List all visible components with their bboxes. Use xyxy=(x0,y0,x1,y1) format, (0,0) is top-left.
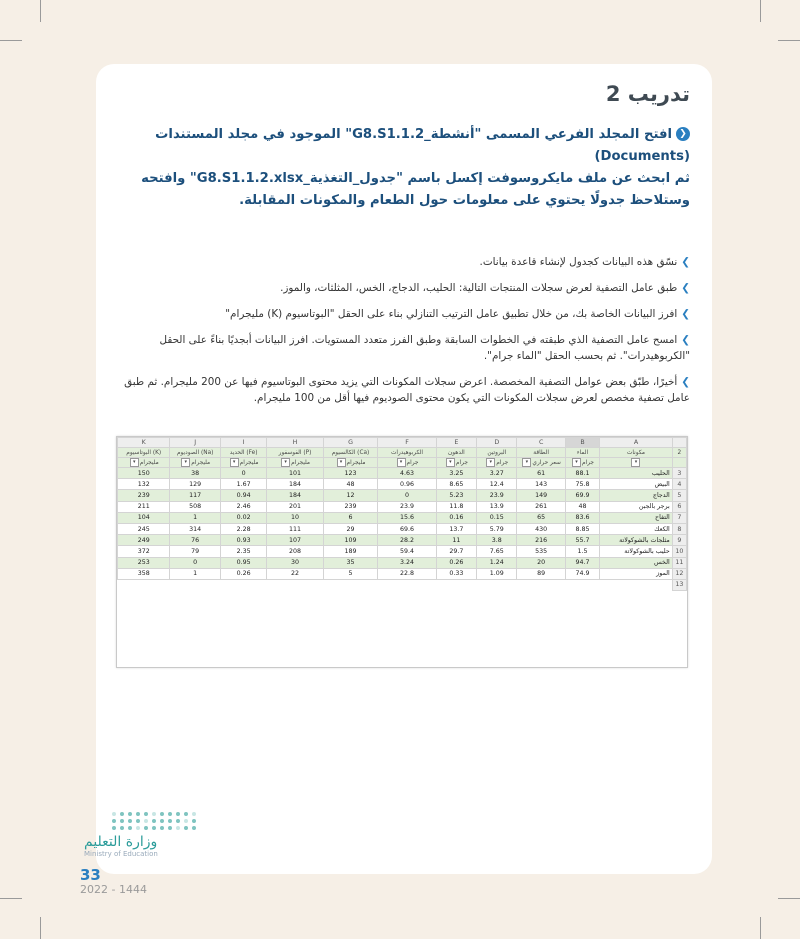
row-number[interactable]: 4 xyxy=(672,479,686,490)
table-cell[interactable]: 1.5 xyxy=(565,546,599,557)
crop-mark xyxy=(760,0,761,22)
empty-cell[interactable] xyxy=(170,579,220,590)
table-cell[interactable]: 20 xyxy=(517,557,565,568)
table-cell[interactable]: 0.94 xyxy=(220,490,266,501)
table-cell[interactable]: 48 xyxy=(323,479,377,490)
ministry-logo xyxy=(84,812,204,858)
unit-cell[interactable] xyxy=(517,458,565,468)
table-cell[interactable]: 245 xyxy=(118,523,170,534)
column-letter[interactable]: I xyxy=(220,438,266,448)
edition-year: 2022 - 1444 xyxy=(80,883,147,896)
table-cell[interactable]: 83.6 xyxy=(565,512,599,523)
field-header-cell[interactable]: البروتين xyxy=(477,448,517,458)
ingredient-name-cell[interactable]: الخس xyxy=(600,557,673,568)
unit-cell[interactable] xyxy=(565,458,599,468)
field-header-cell[interactable]: مكونات xyxy=(600,448,673,458)
table-cell[interactable]: 1 xyxy=(170,568,220,579)
table-cell[interactable]: 239 xyxy=(118,490,170,501)
column-letter[interactable]: C xyxy=(517,438,565,448)
row-number[interactable] xyxy=(672,458,686,468)
column-letter[interactable]: J xyxy=(170,438,220,448)
table-cell[interactable]: 5.79 xyxy=(477,523,517,534)
arrow-bullet-icon: ❯ xyxy=(681,334,690,346)
unit-cell[interactable] xyxy=(118,458,170,468)
field-header-cell[interactable]: الكالسيوم (Ca) xyxy=(323,448,377,458)
column-letter[interactable]: E xyxy=(436,438,476,448)
table-cell[interactable]: 8.85 xyxy=(565,523,599,534)
table-cell[interactable]: 59.4 xyxy=(378,546,437,557)
crop-mark xyxy=(0,898,22,899)
filter-dropdown-icon[interactable]: ▾ xyxy=(337,458,346,467)
logo-dots-icon xyxy=(112,812,204,830)
field-header-cell[interactable]: الكربوهيدرات xyxy=(378,448,437,458)
column-letter[interactable]: K xyxy=(118,438,170,448)
task-instructions xyxy=(116,124,690,212)
table-cell[interactable]: 201 xyxy=(267,501,323,512)
table-cell[interactable]: 3.8 xyxy=(477,535,517,546)
table-cell[interactable]: 12.4 xyxy=(477,479,517,490)
table-cell[interactable]: 2.35 xyxy=(220,546,266,557)
step-item: ❯امسح عامل التصفية الذي طبقته في الخطوات السابقة وطبق الفرز متعدد المستويات. افرز البيانات أبجديًا بناءً على الحقل "الكربوهيدرات". ثم بحسب الحقل "الماء جرام". xyxy=(159,334,690,362)
unit-label: جرام xyxy=(582,460,594,466)
table-cell[interactable]: 1.24 xyxy=(477,557,517,568)
table-cell[interactable]: 23.9 xyxy=(378,501,437,512)
unit-label: مليجرام xyxy=(291,460,310,466)
filter-dropdown-icon[interactable]: ▾ xyxy=(281,458,290,467)
empty-cell[interactable] xyxy=(517,579,565,590)
table-cell[interactable]: 261 xyxy=(517,501,565,512)
table-cell[interactable]: 132 xyxy=(118,479,170,490)
table-cell[interactable]: 208 xyxy=(267,546,323,557)
row-number[interactable]: 5 xyxy=(672,490,686,501)
page-card xyxy=(84,64,712,874)
table-cell[interactable]: 1.09 xyxy=(477,568,517,579)
table-cell[interactable]: 211 xyxy=(118,501,170,512)
field-header-cell[interactable]: الطاقة xyxy=(517,448,565,458)
table-cell[interactable]: 23.9 xyxy=(477,490,517,501)
table-cell[interactable]: 12 xyxy=(323,490,377,501)
table-cell[interactable]: 129 xyxy=(170,479,220,490)
unit-label: مليجرام xyxy=(191,460,211,466)
table-cell[interactable]: 69.9 xyxy=(565,490,599,501)
exercise-title: تدريب 2 xyxy=(605,82,690,106)
unit-cell[interactable] xyxy=(267,458,323,468)
ingredient-name-cell[interactable]: برجر بالجبن xyxy=(600,501,673,512)
filter-dropdown-icon[interactable]: ▾ xyxy=(446,458,455,467)
table-row xyxy=(118,557,687,568)
table-cell[interactable]: 94.7 xyxy=(565,557,599,568)
unit-label: جرام xyxy=(496,460,509,466)
filter-dropdown-icon[interactable]: ▾ xyxy=(631,458,640,467)
table-row xyxy=(118,479,687,490)
column-letter[interactable]: A xyxy=(600,438,673,448)
table-cell[interactable]: 11.8 xyxy=(436,501,476,512)
ministry-name-en: Ministry of Education xyxy=(84,850,158,858)
table-cell[interactable]: 61 xyxy=(517,468,565,479)
table-cell[interactable]: 38 xyxy=(170,468,220,479)
table-cell[interactable]: 22.8 xyxy=(378,568,437,579)
page-number: 33 xyxy=(80,866,101,884)
crop-mark xyxy=(0,40,22,41)
unit-label: جرام xyxy=(455,460,468,466)
ingredient-name-cell[interactable]: مثلجات بالشوكولاتة xyxy=(600,535,673,546)
table-cell[interactable]: 0.93 xyxy=(220,535,266,546)
crop-mark xyxy=(778,898,800,899)
unit-cell[interactable] xyxy=(600,458,673,468)
table-cell[interactable]: 13.9 xyxy=(477,501,517,512)
row-number[interactable]: 2 xyxy=(672,448,686,458)
spreadsheet-screenshot xyxy=(116,436,688,668)
table-cell[interactable]: 0.33 xyxy=(436,568,476,579)
field-header-cell[interactable]: الفوسفور (P) xyxy=(267,448,323,458)
table-row xyxy=(118,523,687,534)
crop-mark xyxy=(40,917,41,939)
table-cell[interactable]: 0.96 xyxy=(378,479,437,490)
table-row xyxy=(118,468,687,479)
unit-cell[interactable] xyxy=(220,458,266,468)
column-letter[interactable]: F xyxy=(378,438,437,448)
filter-dropdown-icon[interactable]: ▾ xyxy=(486,458,495,467)
unit-label: مليجرام xyxy=(239,460,259,466)
step-item: ❯طبق عامل التصفية لعرض سجلات المنتجات التالية: الحليب، الدجاج، الخس، المثلثات، والموز. xyxy=(280,282,690,294)
table-cell[interactable]: 3.25 xyxy=(436,468,476,479)
table-row xyxy=(118,535,687,546)
ingredient-name-cell[interactable]: الكعك xyxy=(600,523,673,534)
unit-cell[interactable] xyxy=(170,458,220,468)
field-header-cell[interactable]: الحديد (Fe) xyxy=(220,448,266,458)
table-cell[interactable]: 189 xyxy=(323,546,377,557)
table-cell[interactable]: 430 xyxy=(517,523,565,534)
table-cell[interactable]: 117 xyxy=(170,490,220,501)
unit-cell[interactable] xyxy=(436,458,476,468)
table-cell[interactable]: 111 xyxy=(267,523,323,534)
unit-label: سعر حراري xyxy=(532,460,561,466)
table-cell[interactable]: 3.24 xyxy=(378,557,437,568)
arrow-bullet-icon: ❯ xyxy=(681,282,690,294)
table-cell[interactable]: 4.63 xyxy=(378,468,437,479)
table-cell[interactable]: 2.28 xyxy=(220,523,266,534)
ingredient-name-cell[interactable]: التفاح xyxy=(600,512,673,523)
step-item: ❯افرز البيانات الخاصة بك، من خلال تطبيق عامل الترتيب التنازلي بناء على الحقل "البوتاسيوم (K) مليجرام" xyxy=(225,308,690,320)
table-cell[interactable]: 65 xyxy=(517,512,565,523)
row-number[interactable]: 6 xyxy=(672,501,686,512)
field-header-cell[interactable]: الصوديوم (Na) xyxy=(170,448,220,458)
table-cell[interactable]: 184 xyxy=(267,490,323,501)
empty-cell[interactable] xyxy=(378,579,437,590)
unit-cell[interactable] xyxy=(323,458,377,468)
ingredient-name-cell[interactable]: الحليب xyxy=(600,468,673,479)
table-cell[interactable]: 76 xyxy=(170,535,220,546)
table-cell[interactable]: 8.65 xyxy=(436,479,476,490)
row-number[interactable]: 8 xyxy=(672,523,686,534)
empty-cell[interactable] xyxy=(565,579,599,590)
table-cell[interactable]: 79 xyxy=(170,546,220,557)
unit-cell[interactable] xyxy=(477,458,517,468)
table-cell[interactable]: 0 xyxy=(170,557,220,568)
filter-dropdown-icon[interactable]: ▾ xyxy=(397,458,406,467)
filter-dropdown-icon[interactable]: ▾ xyxy=(522,458,531,467)
table-cell[interactable]: 0.26 xyxy=(436,557,476,568)
crop-mark xyxy=(778,40,800,41)
empty-cell[interactable] xyxy=(267,579,323,590)
empty-cell[interactable] xyxy=(436,579,476,590)
unit-label: مليجرام xyxy=(346,460,366,466)
table-cell[interactable]: 372 xyxy=(118,546,170,557)
column-letter[interactable]: H xyxy=(267,438,323,448)
task-line-3: وستلاحظ جدولًا يحتوي على معلومات حول الطعام والمكونات المقابلة. xyxy=(239,193,690,208)
table-cell[interactable]: 69.6 xyxy=(378,523,437,534)
table-cell[interactable]: 55.7 xyxy=(565,535,599,546)
field-header-cell[interactable]: البوتاسيوم (K) xyxy=(118,448,170,458)
steps-list xyxy=(116,254,690,416)
table-cell[interactable]: 7.65 xyxy=(477,546,517,557)
row-number[interactable]: 11 xyxy=(672,557,686,568)
table-cell[interactable]: 48 xyxy=(565,501,599,512)
crop-mark xyxy=(760,917,761,939)
table-cell[interactable]: 314 xyxy=(170,523,220,534)
unit-cell[interactable] xyxy=(378,458,437,468)
table-cell[interactable]: 11 xyxy=(436,535,476,546)
table-cell[interactable]: 10 xyxy=(267,512,323,523)
empty-cell[interactable] xyxy=(323,579,377,590)
table-cell[interactable]: 1.67 xyxy=(220,479,266,490)
row-number[interactable]: 10 xyxy=(672,546,686,557)
arrow-bullet-icon: ❯ xyxy=(681,376,690,388)
table-cell[interactable]: 508 xyxy=(170,501,220,512)
table-cell[interactable]: 358 xyxy=(118,568,170,579)
table-cell[interactable]: 1 xyxy=(170,512,220,523)
table-cell[interactable]: 249 xyxy=(118,535,170,546)
ingredient-name-cell[interactable]: حليب بالشوكولاتة xyxy=(600,546,673,557)
filter-dropdown-icon[interactable]: ▾ xyxy=(230,458,239,467)
data-rows xyxy=(118,468,687,591)
table-cell[interactable]: 123 xyxy=(323,468,377,479)
ingredient-name-cell[interactable]: الدجاج xyxy=(600,490,673,501)
table-cell[interactable]: 109 xyxy=(323,535,377,546)
table-cell[interactable]: 5.23 xyxy=(436,490,476,501)
empty-cell[interactable] xyxy=(600,579,673,590)
table-cell[interactable]: 75.8 xyxy=(565,479,599,490)
table-cell[interactable]: 0.95 xyxy=(220,557,266,568)
table-cell[interactable]: 30 xyxy=(267,557,323,568)
table-cell[interactable]: 0 xyxy=(378,490,437,501)
empty-cell[interactable] xyxy=(477,579,517,590)
row-number[interactable]: 7 xyxy=(672,512,686,523)
table-cell[interactable]: 149 xyxy=(517,490,565,501)
table-cell[interactable]: 0.02 xyxy=(220,512,266,523)
column-letter[interactable]: D xyxy=(477,438,517,448)
table-cell[interactable]: 22 xyxy=(267,568,323,579)
field-header-cell[interactable]: الماء xyxy=(565,448,599,458)
table-cell[interactable]: 0.15 xyxy=(477,512,517,523)
ingredient-name-cell[interactable]: البيض xyxy=(600,479,673,490)
arrow-bullet-icon: ❯ xyxy=(681,256,690,268)
table-row xyxy=(118,546,687,557)
step-item: ❯نسّق هذه البيانات كجدول لإنشاء قاعدة بيانات. xyxy=(479,256,690,268)
field-name-row xyxy=(118,448,687,458)
select-all-corner[interactable] xyxy=(672,438,686,448)
unit-row xyxy=(118,458,687,468)
table-cell[interactable]: 253 xyxy=(118,557,170,568)
empty-cell[interactable] xyxy=(118,579,170,590)
task-line-1: افتح المجلد الفرعي المسمى "أنشطة_G8.S1.1.2" الموجود في مجلد المستندات (Documents) xyxy=(155,127,690,164)
table-cell[interactable]: 107 xyxy=(267,535,323,546)
table-cell[interactable]: 13.7 xyxy=(436,523,476,534)
table-cell[interactable]: 15.6 xyxy=(378,512,437,523)
chevron-bullet-icon: ❮ xyxy=(676,127,690,141)
ministry-name-ar: وزارة التعليم xyxy=(84,834,158,850)
empty-row xyxy=(118,579,687,590)
table-cell[interactable]: 0.26 xyxy=(220,568,266,579)
empty-cell[interactable] xyxy=(220,579,266,590)
table-cell[interactable]: 101 xyxy=(267,468,323,479)
table-cell[interactable]: 535 xyxy=(517,546,565,557)
table-cell[interactable]: 3.27 xyxy=(477,468,517,479)
filter-dropdown-icon[interactable]: ▾ xyxy=(181,458,190,467)
table-cell[interactable]: 0 xyxy=(220,468,266,479)
filter-dropdown-icon[interactable]: ▾ xyxy=(572,458,581,467)
table-row xyxy=(118,490,687,501)
table-cell[interactable]: 89 xyxy=(517,568,565,579)
field-header-cell[interactable]: الدهون xyxy=(436,448,476,458)
row-number[interactable]: 13 xyxy=(672,579,686,590)
row-number[interactable]: 12 xyxy=(672,568,686,579)
table-cell[interactable]: 6 xyxy=(323,512,377,523)
table-cell[interactable]: 239 xyxy=(323,501,377,512)
table-cell[interactable]: 74.9 xyxy=(565,568,599,579)
table-cell[interactable]: 29 xyxy=(323,523,377,534)
table-cell[interactable]: 2.46 xyxy=(220,501,266,512)
table-cell[interactable]: 28.2 xyxy=(378,535,437,546)
spreadsheet-table xyxy=(117,437,687,591)
table-cell[interactable]: 35 xyxy=(323,557,377,568)
task-line-2: ثم ابحث عن ملف مايكروسوفت إكسل باسم "جدول_التغذية_G8.S1.1.2.xlsx" وافتحه xyxy=(141,171,690,186)
table-cell[interactable]: 104 xyxy=(118,512,170,523)
filter-dropdown-icon[interactable]: ▾ xyxy=(130,458,139,467)
column-letter[interactable]: B xyxy=(565,438,599,448)
table-row xyxy=(118,512,687,523)
column-letter[interactable]: G xyxy=(323,438,377,448)
table-cell[interactable]: 216 xyxy=(517,535,565,546)
table-cell[interactable]: 150 xyxy=(118,468,170,479)
table-cell[interactable]: 184 xyxy=(267,479,323,490)
unit-label: مليجرام xyxy=(139,460,159,466)
column-header-row xyxy=(118,438,687,448)
row-number[interactable]: 9 xyxy=(672,535,686,546)
table-row xyxy=(118,568,687,579)
ingredient-name-cell[interactable]: الموز xyxy=(600,568,673,579)
crop-mark xyxy=(40,0,41,22)
row-number[interactable]: 3 xyxy=(672,468,686,479)
table-cell[interactable]: 29.7 xyxy=(436,546,476,557)
table-cell[interactable]: 0.16 xyxy=(436,512,476,523)
table-row xyxy=(118,501,687,512)
table-cell[interactable]: 5 xyxy=(323,568,377,579)
table-cell[interactable]: 88.1 xyxy=(565,468,599,479)
step-item: ❯أخيرًا، طبّق بعض عوامل التصفية المخصصة. اعرض سجلات المكونات التي يزيد محتوى البوتاسيوم فيها عن 200 مليجرام. ثم طبق عامل تصفية مخصص لعرض سجلات المكونات التي يكون محتوى الصوديوم فيها أقل من 100 مليجرام. xyxy=(124,376,690,404)
table-cell[interactable]: 143 xyxy=(517,479,565,490)
arrow-bullet-icon: ❯ xyxy=(681,308,690,320)
unit-label: جرام xyxy=(406,460,419,466)
